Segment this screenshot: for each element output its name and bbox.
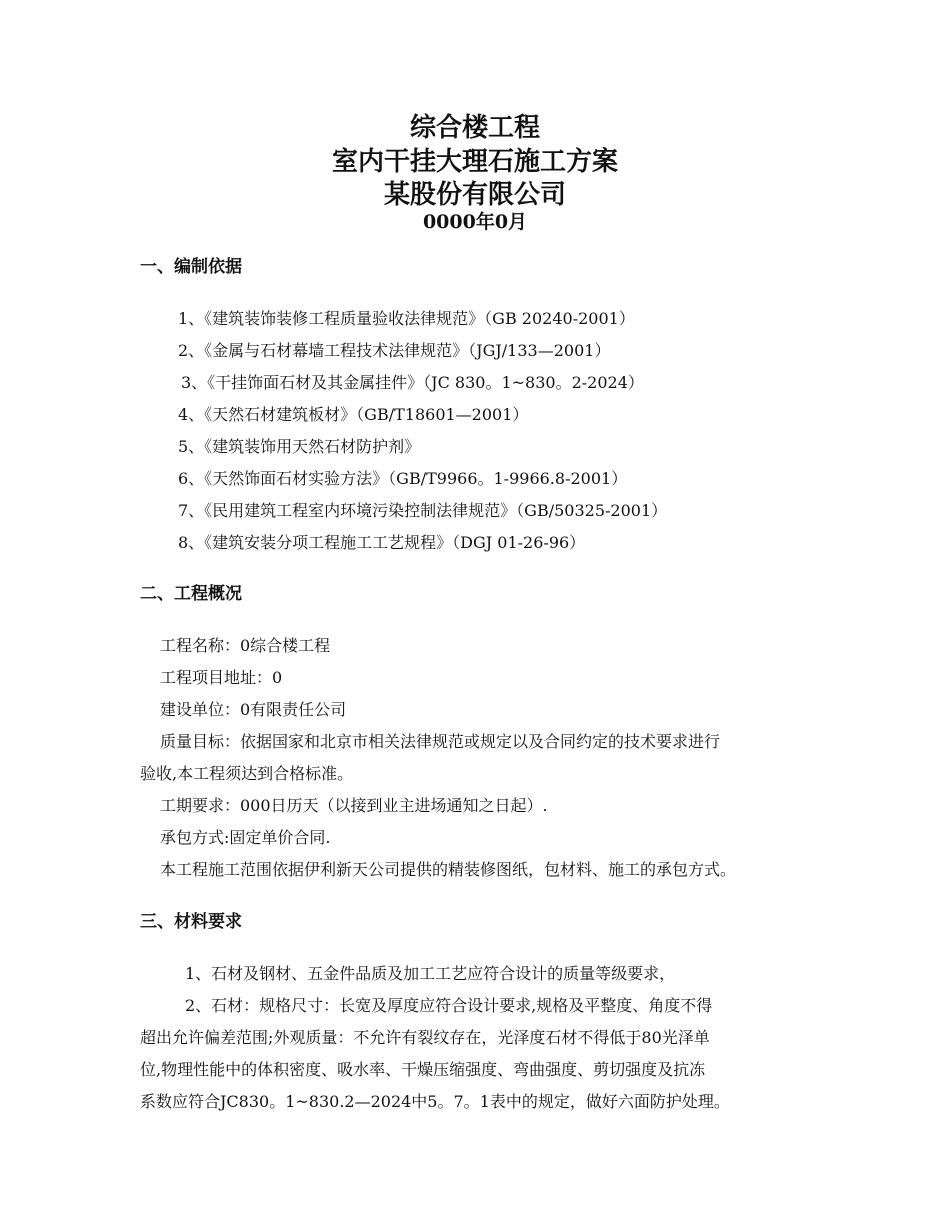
paragraph-line: 2、石材：规格尺寸：长宽及厚度应符合设计要求,规格及平整度、角度不得 (185, 996, 713, 1015)
paragraph-line: 工程项目地址：0 (160, 668, 283, 687)
paragraph-line: 工期要求：000日历天（以接到业主进场通知之日起）. (160, 796, 548, 815)
paragraph-line: 位,物理性能中的体积密度、吸水率、干燥压缩强度、弯曲强度、剪切强度及抗冻 (140, 1060, 706, 1079)
section-heading-basis: 一、编制依据 (140, 257, 242, 277)
list-item: 3、《干挂饰面石材及其金属挂件》（JC 830。1~830。2-2024） (181, 373, 644, 392)
company-title: 某股份有限公司 (383, 180, 566, 210)
paragraph-line: 承包方式:固定单价合同. (160, 828, 331, 847)
paragraph-line: 超出允许偏差范围;外观质量：不允许有裂纹存在，光泽度石材不得低于80光泽单 (140, 1028, 710, 1047)
paragraph-line: 本工程施工范围依据伊利新天公司提供的精装修图纸，包材料、施工的承包方式。 (160, 860, 737, 879)
paragraph-line: 1、石材及钢材、五金件品质及加工工艺应符合设计的质量等级要求， (185, 964, 676, 983)
list-item: 1、《建筑装饰装修工程质量验收法律规范》（GB 20240-2001） (178, 309, 635, 328)
document-date: 0000年0月 (422, 211, 528, 233)
list-item: 4、《天然石材建筑板材》（GB/T18601—2001） (178, 405, 529, 424)
list-item: 7、《民用建筑工程室内环境污染控制法律规范》（GB/50325-2001） (178, 501, 668, 520)
paragraph-line: 工程名称：0综合楼工程 (160, 636, 331, 655)
list-item: 6、《天然饰面石材实验方法》（GB/T9966。1-9966.8-2001） (178, 469, 628, 488)
paragraph-line: 质量目标：依据国家和北京市相关法律规范或规定以及合同约定的技术要求进行 (160, 732, 721, 751)
project-title: 综合楼工程 (409, 113, 540, 143)
paragraph-line: 系数应符合JC830。1~830.2—2024中5。7。1表中的规定，做好六面防护处理。 (140, 1092, 730, 1111)
plan-title: 室内干挂大理石施工方案 (331, 147, 618, 177)
list-item: 2、《金属与石材幕墙工程技术法律规范》（JGJ/133—2001） (178, 341, 611, 360)
section-heading-overview: 二、工程概况 (140, 584, 242, 604)
list-item: 5、《建筑装饰用天然石材防护剂》 (178, 437, 421, 456)
paragraph-line: 建设单位：0有限责任公司 (160, 700, 347, 719)
list-item: 8、《建筑安装分项工程施工工艺规程》（DGJ 01-26-96） (178, 533, 586, 552)
section-heading-materials: 三、材料要求 (140, 912, 242, 932)
paragraph-line: 验收,本工程须达到合格标准。 (140, 764, 354, 783)
